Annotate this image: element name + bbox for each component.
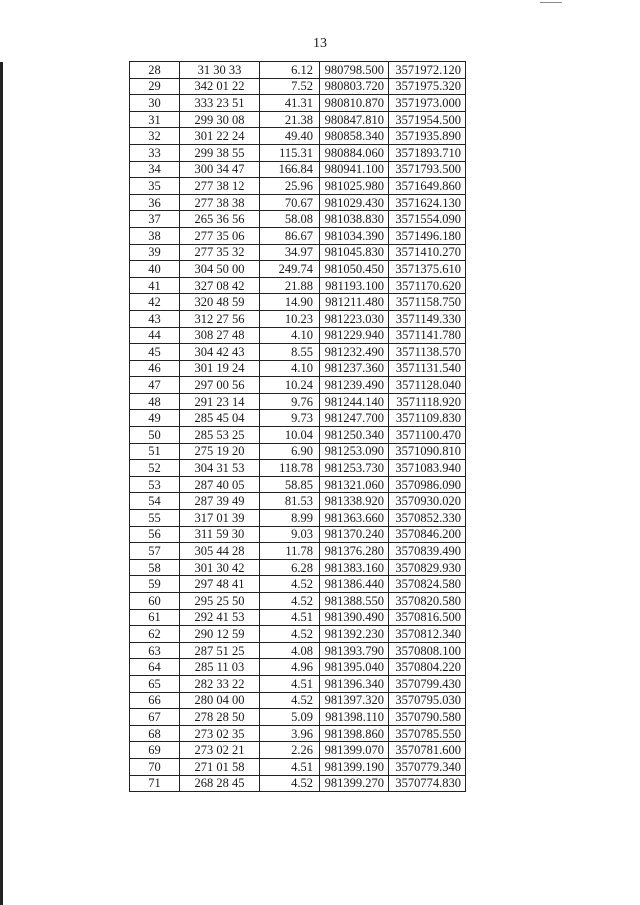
y-coordinate-cell: 3571972.120 — [389, 62, 466, 79]
distance-cell: 4.52 — [260, 692, 320, 709]
distance-cell: 9.73 — [260, 410, 320, 427]
table-row — [130, 593, 466, 610]
point-number-cell: 61 — [130, 609, 180, 626]
x-coordinate-cell: 981045.830 — [320, 244, 389, 261]
x-coordinate-cell: 981038.830 — [320, 211, 389, 228]
coordinates-table — [129, 61, 466, 792]
x-coordinate-cell: 980941.100 — [320, 161, 389, 178]
table-row — [130, 642, 466, 659]
distance-cell: 2.26 — [260, 742, 320, 759]
distance-cell: 7.52 — [260, 78, 320, 95]
point-number-cell: 30 — [130, 95, 180, 112]
distance-cell: 6.90 — [260, 443, 320, 460]
x-coordinate-cell: 981211.480 — [320, 294, 389, 311]
point-number-cell: 51 — [130, 443, 180, 460]
y-coordinate-cell: 3571138.570 — [389, 344, 466, 361]
direction-angle-cell: 301 30 42 — [180, 559, 260, 576]
distance-cell: 4.10 — [260, 327, 320, 344]
x-coordinate-cell: 981392.230 — [320, 626, 389, 643]
y-coordinate-cell: 3570804.220 — [389, 659, 466, 676]
table-row — [130, 360, 466, 377]
y-coordinate-cell: 3571973.000 — [389, 95, 466, 112]
y-coordinate-cell: 3571109.830 — [389, 410, 466, 427]
table-row — [130, 377, 466, 394]
distance-cell: 4.52 — [260, 775, 320, 792]
x-coordinate-cell: 981397.320 — [320, 692, 389, 709]
distance-cell: 70.67 — [260, 194, 320, 211]
x-coordinate-cell: 981398.860 — [320, 725, 389, 742]
direction-angle-cell: 301 19 24 — [180, 360, 260, 377]
page-number: 13 — [313, 36, 327, 51]
distance-cell: 14.90 — [260, 294, 320, 311]
table-row — [130, 427, 466, 444]
x-coordinate-cell: 981250.340 — [320, 427, 389, 444]
point-number-cell: 35 — [130, 178, 180, 195]
point-number-cell: 63 — [130, 642, 180, 659]
point-number-cell: 34 — [130, 161, 180, 178]
distance-cell: 25.96 — [260, 178, 320, 195]
table-row — [130, 161, 466, 178]
table-row — [130, 659, 466, 676]
point-number-cell: 54 — [130, 493, 180, 510]
y-coordinate-cell: 3570852.330 — [389, 510, 466, 527]
distance-cell: 6.12 — [260, 62, 320, 79]
direction-angle-cell: 31 30 33 — [180, 62, 260, 79]
point-number-cell: 43 — [130, 310, 180, 327]
point-number-cell: 56 — [130, 526, 180, 543]
direction-angle-cell: 301 22 24 — [180, 128, 260, 145]
y-coordinate-cell: 3570824.580 — [389, 576, 466, 593]
x-coordinate-cell: 981050.450 — [320, 261, 389, 278]
table-row — [130, 95, 466, 112]
point-number-cell: 46 — [130, 360, 180, 377]
x-coordinate-cell: 981321.060 — [320, 476, 389, 493]
direction-angle-cell: 327 08 42 — [180, 277, 260, 294]
y-coordinate-cell: 3571149.330 — [389, 310, 466, 327]
point-number-cell: 59 — [130, 576, 180, 593]
y-coordinate-cell: 3571410.270 — [389, 244, 466, 261]
y-coordinate-cell: 3571170.620 — [389, 277, 466, 294]
table-row — [130, 310, 466, 327]
scan-border-line — [0, 62, 3, 905]
y-coordinate-cell: 3570829.930 — [389, 559, 466, 576]
table-row — [130, 775, 466, 792]
table-row — [130, 709, 466, 726]
distance-cell: 4.51 — [260, 609, 320, 626]
x-coordinate-cell: 981025.980 — [320, 178, 389, 195]
distance-cell: 21.38 — [260, 111, 320, 128]
x-coordinate-cell: 981376.280 — [320, 543, 389, 560]
point-number-cell: 60 — [130, 593, 180, 610]
direction-angle-cell: 311 59 30 — [180, 526, 260, 543]
table-row — [130, 510, 466, 527]
point-number-cell: 48 — [130, 393, 180, 410]
y-coordinate-cell: 3571118.920 — [389, 393, 466, 410]
distance-cell: 249.74 — [260, 261, 320, 278]
direction-angle-cell: 278 28 50 — [180, 709, 260, 726]
y-coordinate-cell: 3570930.020 — [389, 493, 466, 510]
x-coordinate-cell: 980858.340 — [320, 128, 389, 145]
point-number-cell: 37 — [130, 211, 180, 228]
x-coordinate-cell: 981029.430 — [320, 194, 389, 211]
x-coordinate-cell: 981370.240 — [320, 526, 389, 543]
coordinates-table-body — [130, 62, 466, 792]
point-number-cell: 49 — [130, 410, 180, 427]
table-row — [130, 211, 466, 228]
direction-angle-cell: 308 27 48 — [180, 327, 260, 344]
y-coordinate-cell: 3570774.830 — [389, 775, 466, 792]
point-number-cell: 40 — [130, 261, 180, 278]
direction-angle-cell: 304 42 43 — [180, 344, 260, 361]
y-coordinate-cell: 3570812.340 — [389, 626, 466, 643]
x-coordinate-cell: 981398.110 — [320, 709, 389, 726]
distance-cell: 49.40 — [260, 128, 320, 145]
y-coordinate-cell: 3571141.780 — [389, 327, 466, 344]
y-coordinate-cell: 3571649.860 — [389, 178, 466, 195]
table-row — [130, 758, 466, 775]
point-number-cell: 62 — [130, 626, 180, 643]
distance-cell: 8.55 — [260, 344, 320, 361]
point-number-cell: 52 — [130, 460, 180, 477]
point-number-cell: 39 — [130, 244, 180, 261]
direction-angle-cell: 342 01 22 — [180, 78, 260, 95]
table-row — [130, 493, 466, 510]
point-number-cell: 41 — [130, 277, 180, 294]
x-coordinate-cell: 981393.790 — [320, 642, 389, 659]
table-row — [130, 725, 466, 742]
table-row — [130, 675, 466, 692]
x-coordinate-cell: 981034.390 — [320, 227, 389, 244]
direction-angle-cell: 291 23 14 — [180, 393, 260, 410]
distance-cell: 4.52 — [260, 576, 320, 593]
y-coordinate-cell: 3571083.940 — [389, 460, 466, 477]
table-row — [130, 543, 466, 560]
point-number-cell: 50 — [130, 427, 180, 444]
distance-cell: 3.96 — [260, 725, 320, 742]
table-row — [130, 393, 466, 410]
table-row — [130, 227, 466, 244]
x-coordinate-cell: 981399.070 — [320, 742, 389, 759]
y-coordinate-cell: 3570846.200 — [389, 526, 466, 543]
direction-angle-cell: 305 44 28 — [180, 543, 260, 560]
x-coordinate-cell: 981229.940 — [320, 327, 389, 344]
point-number-cell: 67 — [130, 709, 180, 726]
x-coordinate-cell: 981237.360 — [320, 360, 389, 377]
y-coordinate-cell: 3570779.340 — [389, 758, 466, 775]
x-coordinate-cell: 980847.810 — [320, 111, 389, 128]
point-number-cell: 68 — [130, 725, 180, 742]
table-row — [130, 294, 466, 311]
distance-cell: 4.08 — [260, 642, 320, 659]
direction-angle-cell: 280 04 00 — [180, 692, 260, 709]
distance-cell: 166.84 — [260, 161, 320, 178]
y-coordinate-cell: 3570781.600 — [389, 742, 466, 759]
distance-cell: 4.96 — [260, 659, 320, 676]
y-coordinate-cell: 3571158.750 — [389, 294, 466, 311]
x-coordinate-cell: 980798.500 — [320, 62, 389, 79]
table-row — [130, 609, 466, 626]
point-number-cell: 38 — [130, 227, 180, 244]
x-coordinate-cell: 980810.870 — [320, 95, 389, 112]
y-coordinate-cell: 3571375.610 — [389, 261, 466, 278]
point-number-cell: 36 — [130, 194, 180, 211]
direction-angle-cell: 297 00 56 — [180, 377, 260, 394]
distance-cell: 6.28 — [260, 559, 320, 576]
point-number-cell: 71 — [130, 775, 180, 792]
x-coordinate-cell: 981395.040 — [320, 659, 389, 676]
y-coordinate-cell: 3570785.550 — [389, 725, 466, 742]
x-coordinate-cell: 981390.490 — [320, 609, 389, 626]
x-coordinate-cell: 981388.550 — [320, 593, 389, 610]
y-coordinate-cell: 3570816.500 — [389, 609, 466, 626]
x-coordinate-cell: 980803.720 — [320, 78, 389, 95]
distance-cell: 4.52 — [260, 593, 320, 610]
point-number-cell: 31 — [130, 111, 180, 128]
x-coordinate-cell: 981386.440 — [320, 576, 389, 593]
distance-cell: 118.78 — [260, 460, 320, 477]
distance-cell: 34.97 — [260, 244, 320, 261]
y-coordinate-cell: 3570839.490 — [389, 543, 466, 560]
table-row — [130, 78, 466, 95]
distance-cell: 41.31 — [260, 95, 320, 112]
y-coordinate-cell: 3571090.810 — [389, 443, 466, 460]
distance-cell: 4.51 — [260, 675, 320, 692]
direction-angle-cell: 312 27 56 — [180, 310, 260, 327]
point-number-cell: 47 — [130, 377, 180, 394]
scan-artifact-mark — [540, 2, 562, 3]
y-coordinate-cell: 3571893.710 — [389, 144, 466, 161]
direction-angle-cell: 277 35 06 — [180, 227, 260, 244]
distance-cell: 4.52 — [260, 626, 320, 643]
direction-angle-cell: 271 01 58 — [180, 758, 260, 775]
table-row — [130, 277, 466, 294]
x-coordinate-cell: 981383.160 — [320, 559, 389, 576]
distance-cell: 58.85 — [260, 476, 320, 493]
direction-angle-cell: 292 41 53 — [180, 609, 260, 626]
y-coordinate-cell: 3571793.500 — [389, 161, 466, 178]
direction-angle-cell: 299 30 08 — [180, 111, 260, 128]
distance-cell: 5.09 — [260, 709, 320, 726]
point-number-cell: 42 — [130, 294, 180, 311]
direction-angle-cell: 268 28 45 — [180, 775, 260, 792]
table-row — [130, 559, 466, 576]
table-row — [130, 742, 466, 759]
y-coordinate-cell: 3571128.040 — [389, 377, 466, 394]
direction-angle-cell: 320 48 59 — [180, 294, 260, 311]
direction-angle-cell: 304 31 53 — [180, 460, 260, 477]
y-coordinate-cell: 3570795.030 — [389, 692, 466, 709]
distance-cell: 9.03 — [260, 526, 320, 543]
x-coordinate-cell: 981338.920 — [320, 493, 389, 510]
point-number-cell: 32 — [130, 128, 180, 145]
x-coordinate-cell: 981247.700 — [320, 410, 389, 427]
table-row — [130, 194, 466, 211]
table-row — [130, 410, 466, 427]
y-coordinate-cell: 3570820.580 — [389, 593, 466, 610]
table-row — [130, 62, 466, 79]
y-coordinate-cell: 3570986.090 — [389, 476, 466, 493]
table-row — [130, 344, 466, 361]
table-row — [130, 261, 466, 278]
point-number-cell: 65 — [130, 675, 180, 692]
point-number-cell: 33 — [130, 144, 180, 161]
y-coordinate-cell: 3571496.180 — [389, 227, 466, 244]
distance-cell: 4.51 — [260, 758, 320, 775]
distance-cell: 115.31 — [260, 144, 320, 161]
direction-angle-cell: 277 38 38 — [180, 194, 260, 211]
y-coordinate-cell: 3571624.130 — [389, 194, 466, 211]
table-row — [130, 111, 466, 128]
distance-cell: 11.78 — [260, 543, 320, 560]
table-row — [130, 626, 466, 643]
point-number-cell: 45 — [130, 344, 180, 361]
point-number-cell: 64 — [130, 659, 180, 676]
distance-cell: 4.10 — [260, 360, 320, 377]
direction-angle-cell: 297 48 41 — [180, 576, 260, 593]
distance-cell: 10.24 — [260, 377, 320, 394]
direction-angle-cell: 285 45 04 — [180, 410, 260, 427]
table-row — [130, 244, 466, 261]
direction-angle-cell: 285 53 25 — [180, 427, 260, 444]
y-coordinate-cell: 3571131.540 — [389, 360, 466, 377]
point-number-cell: 55 — [130, 510, 180, 527]
distance-cell: 21.88 — [260, 277, 320, 294]
table-row — [130, 576, 466, 593]
direction-angle-cell: 287 39 49 — [180, 493, 260, 510]
y-coordinate-cell: 3570790.580 — [389, 709, 466, 726]
point-number-cell: 70 — [130, 758, 180, 775]
y-coordinate-cell: 3571100.470 — [389, 427, 466, 444]
table-row — [130, 443, 466, 460]
y-coordinate-cell: 3570808.100 — [389, 642, 466, 659]
point-number-cell: 28 — [130, 62, 180, 79]
direction-angle-cell: 273 02 21 — [180, 742, 260, 759]
direction-angle-cell: 290 12 59 — [180, 626, 260, 643]
y-coordinate-cell: 3570799.430 — [389, 675, 466, 692]
point-number-cell: 66 — [130, 692, 180, 709]
distance-cell: 86.67 — [260, 227, 320, 244]
direction-angle-cell: 265 36 56 — [180, 211, 260, 228]
table-row — [130, 476, 466, 493]
y-coordinate-cell: 3571935.890 — [389, 128, 466, 145]
point-number-cell: 44 — [130, 327, 180, 344]
direction-angle-cell: 273 02 35 — [180, 725, 260, 742]
direction-angle-cell: 285 11 03 — [180, 659, 260, 676]
direction-angle-cell: 282 33 22 — [180, 675, 260, 692]
table-row — [130, 178, 466, 195]
direction-angle-cell: 275 19 20 — [180, 443, 260, 460]
direction-angle-cell: 277 38 12 — [180, 178, 260, 195]
point-number-cell: 29 — [130, 78, 180, 95]
distance-cell: 58.08 — [260, 211, 320, 228]
point-number-cell: 53 — [130, 476, 180, 493]
point-number-cell: 69 — [130, 742, 180, 759]
x-coordinate-cell: 981399.190 — [320, 758, 389, 775]
y-coordinate-cell: 3571975.320 — [389, 78, 466, 95]
direction-angle-cell: 300 34 47 — [180, 161, 260, 178]
table-row — [130, 692, 466, 709]
x-coordinate-cell: 981244.140 — [320, 393, 389, 410]
point-number-cell: 58 — [130, 559, 180, 576]
table-row — [130, 144, 466, 161]
distance-cell: 10.04 — [260, 427, 320, 444]
direction-angle-cell: 287 51 25 — [180, 642, 260, 659]
direction-angle-cell: 295 25 50 — [180, 593, 260, 610]
x-coordinate-cell: 981363.660 — [320, 510, 389, 527]
direction-angle-cell: 317 01 39 — [180, 510, 260, 527]
direction-angle-cell: 287 40 05 — [180, 476, 260, 493]
x-coordinate-cell: 981399.270 — [320, 775, 389, 792]
x-coordinate-cell: 981223.030 — [320, 310, 389, 327]
table-row — [130, 128, 466, 145]
distance-cell: 10.23 — [260, 310, 320, 327]
x-coordinate-cell: 981239.490 — [320, 377, 389, 394]
x-coordinate-cell: 981193.100 — [320, 277, 389, 294]
distance-cell: 81.53 — [260, 493, 320, 510]
x-coordinate-cell: 981253.090 — [320, 443, 389, 460]
direction-angle-cell: 333 23 51 — [180, 95, 260, 112]
distance-cell: 8.99 — [260, 510, 320, 527]
table-row — [130, 460, 466, 477]
x-coordinate-cell: 981253.730 — [320, 460, 389, 477]
x-coordinate-cell: 980884.060 — [320, 144, 389, 161]
point-number-cell: 57 — [130, 543, 180, 560]
x-coordinate-cell: 981232.490 — [320, 344, 389, 361]
y-coordinate-cell: 3571954.500 — [389, 111, 466, 128]
y-coordinate-cell: 3571554.090 — [389, 211, 466, 228]
table-row — [130, 526, 466, 543]
direction-angle-cell: 299 38 55 — [180, 144, 260, 161]
table-row — [130, 327, 466, 344]
x-coordinate-cell: 981396.340 — [320, 675, 389, 692]
direction-angle-cell: 277 35 32 — [180, 244, 260, 261]
distance-cell: 9.76 — [260, 393, 320, 410]
direction-angle-cell: 304 50 00 — [180, 261, 260, 278]
